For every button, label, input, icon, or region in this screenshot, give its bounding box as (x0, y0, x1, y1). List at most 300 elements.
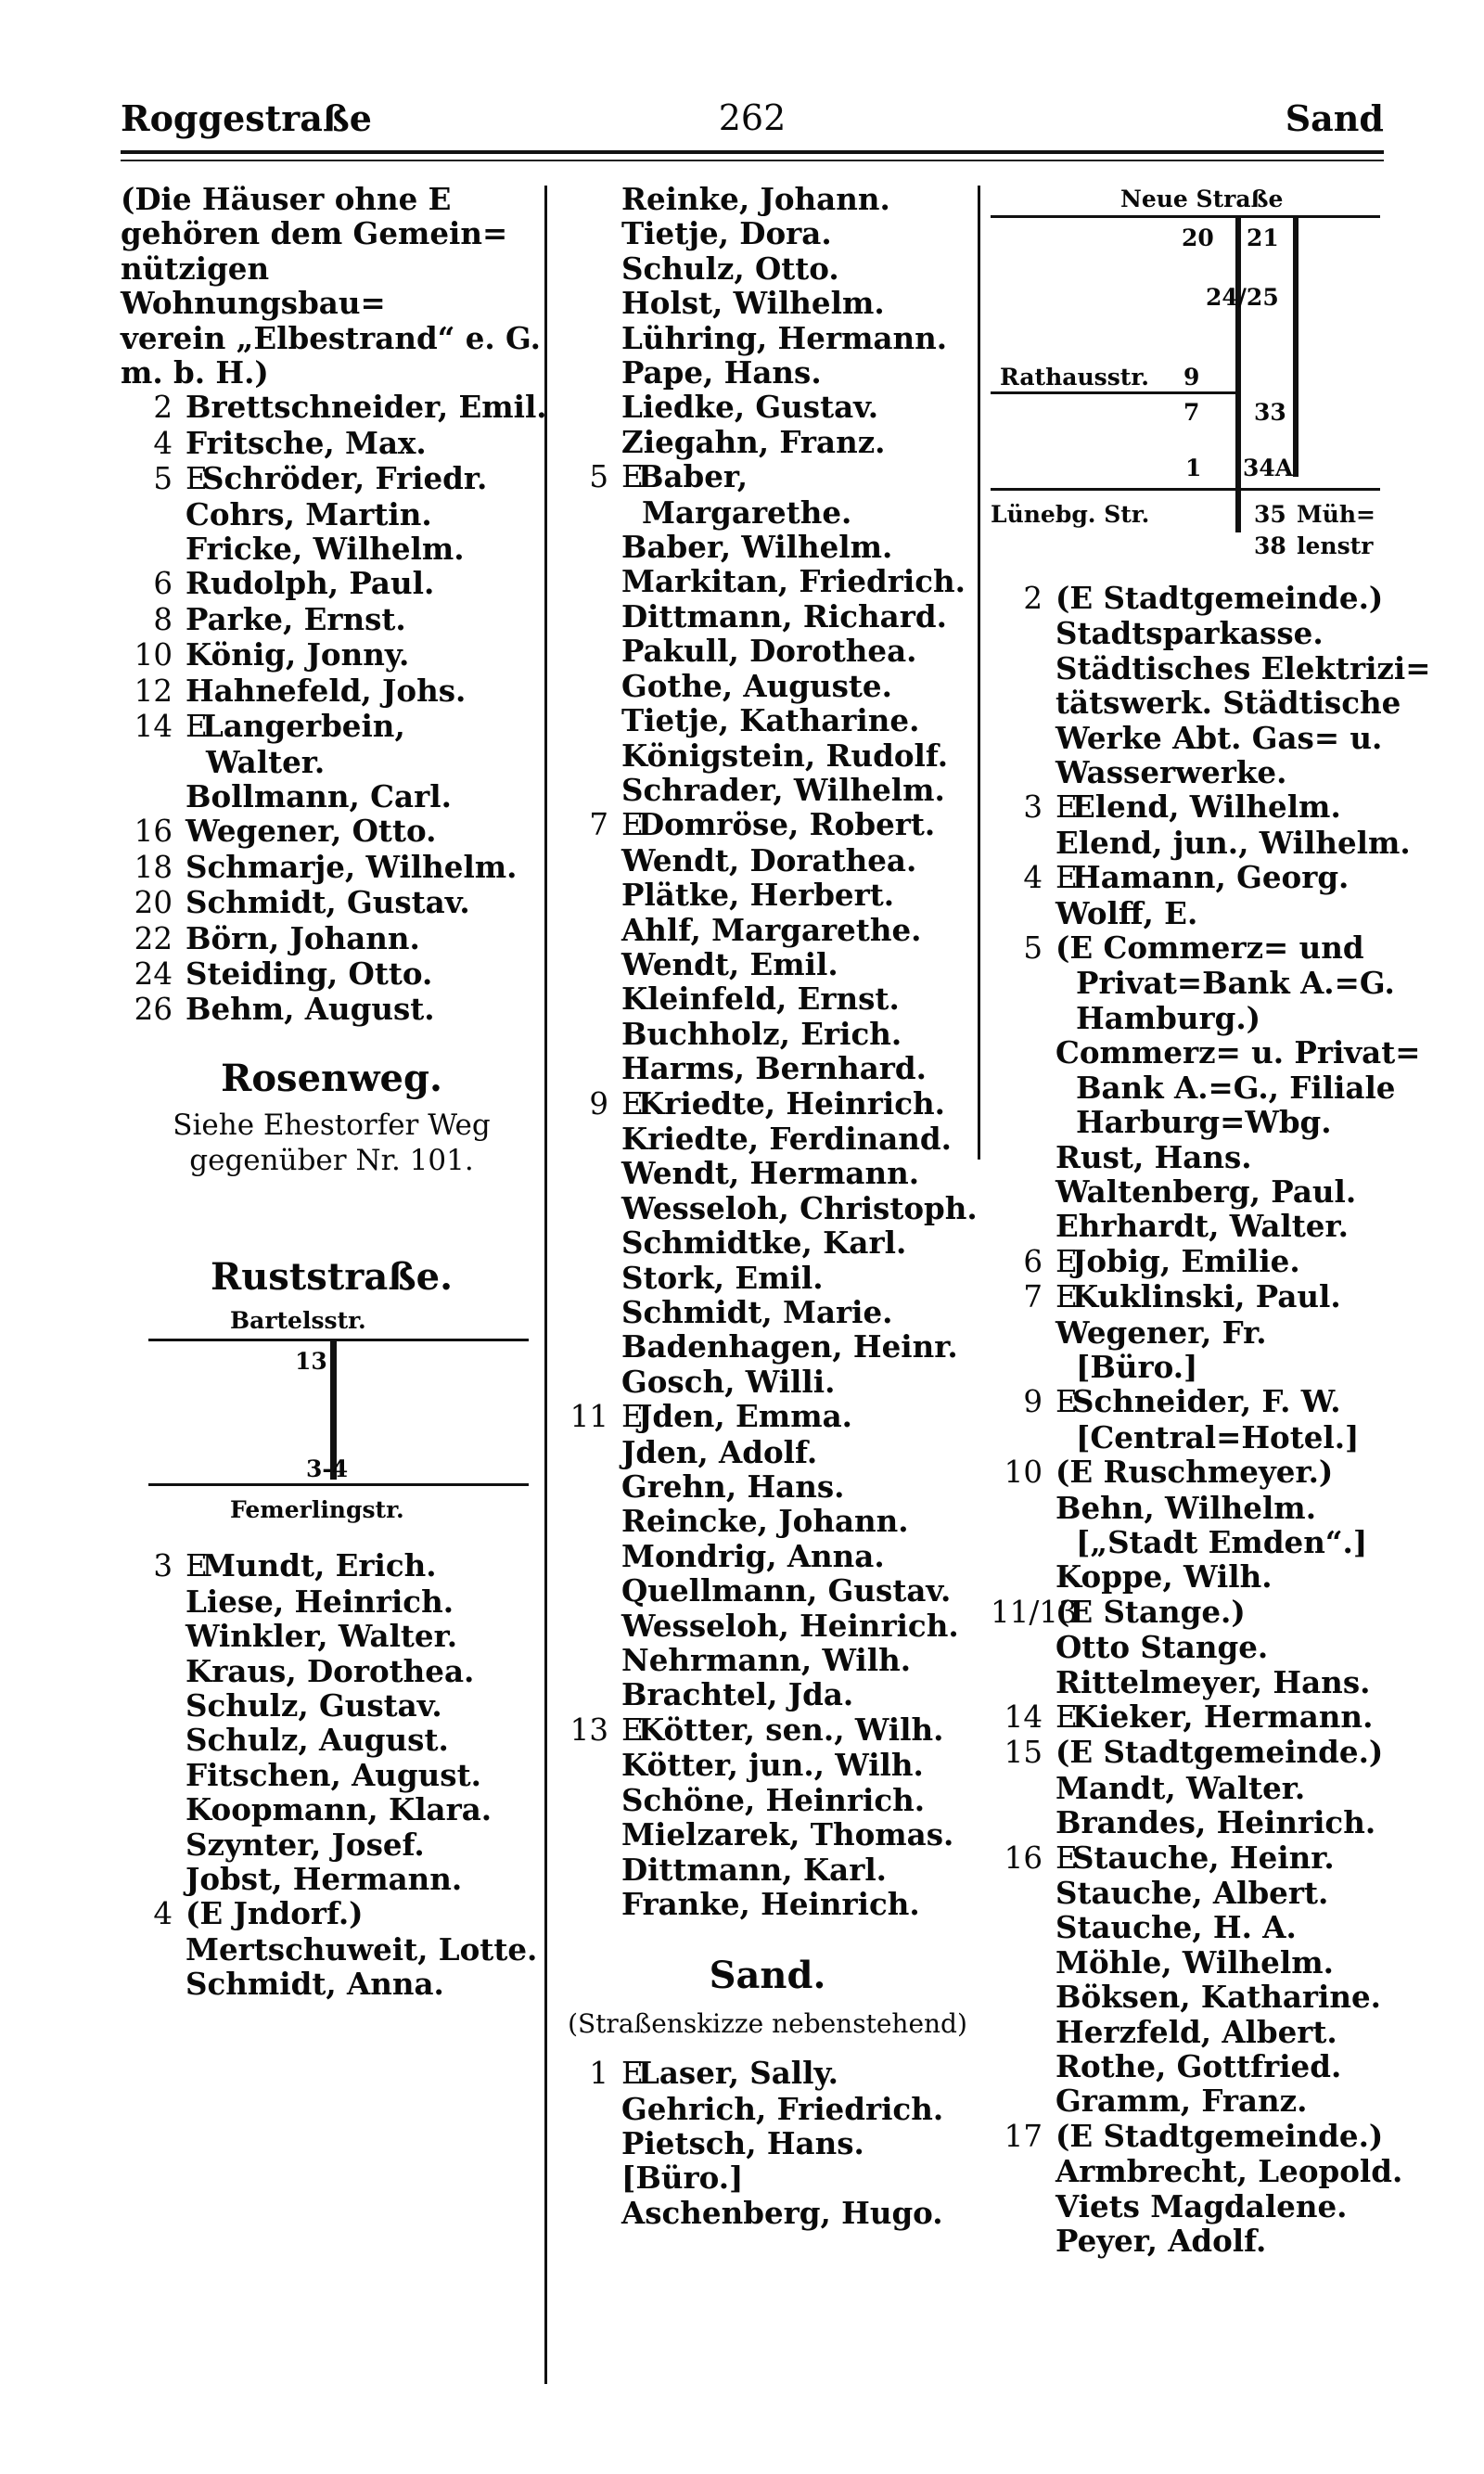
directory-entry (121, 1862, 543, 1896)
resident-name: Wegener, Fr. (1055, 1314, 1267, 1351)
resident-name: Schulz, August. (186, 1722, 449, 1759)
intro-line: nützigen Wohnungsbau= (121, 250, 386, 322)
directory-entry (556, 1609, 979, 1643)
resident-name: Rittelmeyer, Hans. (1055, 1663, 1371, 1700)
sand-heading: Sand. (709, 1954, 826, 1998)
sand-entries-cont (991, 580, 1431, 2260)
directory-entry (991, 1140, 1389, 1174)
sketch-number-33: 33 (1254, 399, 1286, 426)
directory-entry (556, 1191, 979, 1225)
sketch-number-3-4: 3-4 (306, 1455, 349, 1483)
resident-name: Schrader, Wilhelm. (621, 771, 945, 808)
sand-entries (556, 2056, 979, 2230)
resident-name: Städtisches Elektrizi= (1055, 649, 1431, 686)
resident-name: Stauche, Albert. (1055, 1875, 1329, 1912)
directory-entry (991, 1244, 1389, 1279)
resident-name: Schmidt, Anna. (186, 1966, 444, 2003)
resident-name: Brandes, Heinrich. (1055, 1804, 1376, 1841)
directory-entry (556, 1852, 979, 1887)
roggestrasse-entries-cont (556, 182, 979, 1921)
directory-entry (556, 1156, 979, 1190)
resident-name: Pietsch, Hans. (621, 2124, 864, 2161)
resident-name: Stauche, H. A. (1055, 1909, 1297, 1946)
resident-name: Koopmann, Klara. (186, 1791, 493, 1828)
resident-name: (E Stadtgemeinde.) (1055, 580, 1384, 616)
directory-entry (556, 1469, 979, 1504)
resident-name: Dittmann, Karl. (621, 1851, 887, 1888)
directory-entry (556, 251, 979, 286)
house-number: 22 (134, 920, 173, 956)
resident-name: Gosch, Willi. (621, 1363, 836, 1400)
resident-name: Tietje, Katharine. (621, 702, 920, 739)
resident-name: Ehrhardt, Walter. (1055, 1208, 1349, 1245)
directory-entry (556, 390, 979, 424)
directory-entry (121, 1758, 543, 1792)
house-number: 9 (589, 1085, 608, 1122)
resident-name: Armbrecht, Leopold. (1055, 2153, 1403, 2190)
house-number: 14 (134, 709, 173, 745)
directory-entry (991, 1630, 1389, 1664)
resident-name: Mandt, Walter. (1055, 1769, 1306, 1806)
directory-entry (991, 1840, 1389, 1876)
directory-entry (991, 1771, 1389, 1805)
directory-entry (556, 1712, 979, 1748)
directory-entry (556, 495, 979, 530)
resident-name: Markitan, Friedrich. (621, 563, 966, 600)
owner-marker: E (1055, 1839, 1078, 1876)
directory-entry (121, 566, 543, 601)
directory-entry (556, 981, 979, 1016)
directory-entry (991, 824, 1411, 861)
directory-entry (556, 703, 979, 737)
resident-name: Bollmann, Carl. (186, 777, 452, 814)
resident-name: Margarethe. (642, 494, 852, 531)
resident-name: Wendt, Hermann. (621, 1155, 920, 1192)
resident-name: Wegener, Otto. (186, 813, 437, 850)
directory-entry (991, 1805, 1389, 1839)
directory-entry (556, 599, 979, 634)
resident-name: Hamann, Georg. (1072, 859, 1350, 896)
directory-entry (556, 182, 979, 216)
column-1 (121, 181, 547, 2003)
directory-entry (121, 709, 543, 744)
resident-name: Ziegahn, Franz. (621, 423, 886, 460)
directory-entry (991, 1384, 1389, 1419)
directory-entry (991, 2083, 1389, 2118)
resident-name: Schmarje, Wilhelm. (186, 848, 518, 885)
directory-entry (556, 634, 979, 668)
sketch-line (991, 391, 1239, 394)
directory-entry (991, 789, 1389, 825)
directory-entry (121, 1654, 543, 1688)
resident-name: Harburg=Wbg. (1076, 1104, 1332, 1141)
resident-name: Reincke, Johann. (621, 1503, 909, 1540)
resident-name: Koppe, Wilh. (1055, 1558, 1273, 1596)
owner-marker: E (621, 2056, 644, 2092)
resident-name: Wasserwerke. (1055, 754, 1287, 791)
directory-entry (556, 564, 979, 598)
owner-marker: E (1055, 860, 1078, 896)
resident-name: Mertschuweit, Lotte. (186, 1930, 538, 1968)
intro-line: verein „Elbestrand“ e. G. (121, 319, 541, 356)
resident-name: Kleinfeld, Ernst. (621, 981, 900, 1018)
directory-entry (121, 1967, 543, 2001)
resident-name: Reinke, Johann. (621, 181, 890, 217)
directory-entry (556, 2092, 979, 2126)
sketch-label-bartelsstr: Bartelsstr. (230, 1307, 366, 1335)
owner-marker: E (1055, 789, 1078, 826)
directory-entry (556, 2126, 979, 2160)
house-number: 24 (134, 955, 173, 992)
resident-name: (E Stange.) (1055, 1593, 1246, 1630)
resident-name: Stauche, Heinr. (1072, 1839, 1335, 1876)
resident-name: Jden, Adolf. (621, 1433, 818, 1470)
resident-name: [Büro.] (1076, 1348, 1198, 1385)
directory-entry (556, 913, 979, 947)
resident-name: Plätke, Herbert. (621, 877, 895, 914)
directory-entry (121, 532, 543, 566)
directory-entry (991, 581, 1389, 616)
directory-entry (991, 649, 1431, 686)
resident-name: Harms, Bernhard. (621, 1050, 927, 1087)
house-number: 10 (134, 637, 173, 673)
directory-entry (991, 1910, 1389, 1944)
owner-marker: E (186, 1548, 208, 1584)
directory-entry (556, 1887, 979, 1921)
owner-marker: E (1055, 1243, 1078, 1279)
directory-entry (556, 738, 979, 773)
directory-entry (121, 885, 543, 920)
directory-entry (991, 860, 1389, 895)
page-header (121, 97, 1384, 149)
owner-marker: E (621, 807, 644, 843)
directory-entry (991, 616, 1389, 650)
resident-name: Holst, Wilhelm. (621, 285, 885, 322)
sketch-number-35: 35 (1254, 501, 1286, 528)
resident-name: Nehrmann, Wilh. (621, 1642, 912, 1679)
directory-entry (121, 745, 543, 779)
directory-entry (991, 721, 1389, 755)
sketch-label-muehlenstr-2: lenstr (1297, 532, 1374, 559)
directory-entry (556, 1399, 979, 1434)
directory-entry (991, 2049, 1389, 2083)
sketch-number-13: 13 (295, 1348, 327, 1376)
directory-entry (991, 1665, 1389, 1699)
owner-marker: E (621, 459, 644, 495)
resident-name: Schmidt, Gustav. (186, 884, 470, 921)
resident-name: Ahlf, Margarethe. (621, 911, 922, 948)
directory-entry (991, 930, 1389, 966)
resident-name: [Büro.] (621, 2160, 744, 2197)
house-number: 4 (153, 425, 173, 461)
ruststrasse-sketch (121, 1307, 510, 1530)
directory-entry (556, 1295, 979, 1329)
directory-entry (556, 1817, 979, 1852)
house-number: 2 (153, 390, 173, 426)
house-number: 20 (134, 885, 173, 921)
resident-name: Hahnefeld, Johs. (186, 672, 467, 709)
directory-entry (991, 2153, 1403, 2190)
house-number: 16 (134, 814, 173, 850)
directory-entry (556, 1365, 979, 1399)
directory-entry (991, 2119, 1389, 2154)
resident-name: Gothe, Auguste. (621, 667, 892, 704)
house-number: 5 (589, 459, 608, 495)
directory-entry (556, 1122, 979, 1156)
directory-entry (121, 814, 543, 849)
directory-entry (991, 2224, 1389, 2258)
directory-entry (556, 425, 979, 459)
directory-entry (556, 773, 979, 807)
resident-name: Kötter, sen., Wilh. (638, 1711, 944, 1748)
sketch-label-femerlingstr: Femerlingstr. (230, 1496, 404, 1524)
directory-entry (991, 1945, 1389, 1980)
directory-entry (556, 1643, 979, 1677)
directory-entry (556, 1539, 979, 1573)
directory-entry (556, 669, 979, 703)
directory-entry (991, 1105, 1389, 1139)
resident-name: Liese, Heinrich. (186, 1583, 454, 1620)
resident-name: Kriedte, Ferdinand. (621, 1120, 952, 1157)
resident-name: (E Commerz= und (1055, 929, 1364, 967)
resident-name: Schmidtke, Karl. (621, 1224, 907, 1262)
resident-name: [Central=Hotel.] (1076, 1418, 1360, 1455)
resident-name: Gehrich, Friedrich. (621, 2090, 944, 2127)
directory-entry (991, 1315, 1389, 1350)
directory-entry (991, 1174, 1389, 1209)
ruststrasse-heading: Ruststraße. (210, 1254, 454, 1299)
resident-name: (E Stadtgemeinde.) (1055, 2117, 1384, 2154)
resident-name: (E Stadtgemeinde.) (1055, 1734, 1384, 1771)
directory-entry (991, 1559, 1389, 1594)
directory-entry (991, 2015, 1389, 2049)
resident-name: Viets Magdalene. (1055, 2187, 1348, 2224)
resident-name: Jden, Emma. (638, 1398, 852, 1435)
resident-name: Herzfeld, Albert. (1055, 2013, 1337, 2050)
sketch-line (991, 488, 1380, 491)
sand-note: (Straßenskizze nebenstehend) (568, 2007, 967, 2039)
resident-name: Rust, Hans. (1055, 1138, 1252, 1175)
house-number: 3 (1023, 789, 1043, 826)
directory-entry (121, 1932, 543, 1967)
sketch-number-24-25: 24/25 (1206, 284, 1279, 311)
resident-name: Kraus, Dorothea. (186, 1652, 475, 1689)
directory-entry (991, 1980, 1389, 2014)
sketch-line (1293, 217, 1298, 477)
house-number: 2 (1023, 581, 1043, 616)
house-number: 11 (569, 1399, 608, 1435)
resident-name: tätswerk. Städtische (1055, 685, 1401, 722)
directory-entry (121, 602, 543, 637)
house-number: 14 (1004, 1699, 1043, 1735)
directory-entry (556, 807, 979, 842)
directory-entry (991, 685, 1401, 722)
owner-marker: E (1055, 1279, 1078, 1315)
resident-name: Franke, Heinrich. (621, 1885, 920, 1922)
resident-name: Behm, August. (186, 991, 435, 1028)
house-number: 12 (134, 673, 173, 709)
house-number: 10 (1004, 1455, 1043, 1491)
owner-marker: E (621, 1399, 644, 1435)
directory-entry (121, 992, 543, 1027)
directory-entry (991, 1420, 1389, 1455)
directory-entry (121, 1548, 543, 1583)
resident-name: Wesseloh, Christoph. (621, 1189, 978, 1226)
house-number: 17 (1004, 2118, 1043, 2154)
owner-marker: E (186, 709, 208, 745)
resident-name: Pape, Hans. (621, 354, 822, 391)
header-left-street: Roggestraße (121, 97, 372, 139)
directory-entry (991, 1595, 1389, 1630)
directory-entry (556, 2056, 979, 2091)
directory-entry (991, 896, 1389, 930)
column-3 (991, 182, 1431, 2260)
directory-entry (991, 1491, 1389, 1525)
resident-name: Behn, Wilhelm. (1055, 1489, 1317, 1526)
resident-name: Elend, jun., Wilhelm. (1055, 824, 1411, 861)
resident-name: Mielzarek, Thomas. (621, 1816, 954, 1853)
house-number: 18 (134, 849, 173, 885)
resident-name: Schröder, Friedr. (202, 460, 488, 497)
header-rule (121, 150, 1384, 154)
sketch-number-1: 1 (1185, 455, 1202, 481)
resident-name: Stork, Emil. (621, 1259, 824, 1296)
directory-entry (991, 1069, 1396, 1106)
sand-sketch (991, 182, 1389, 581)
resident-name: Baber, (638, 458, 748, 495)
house-number: 7 (1023, 1279, 1043, 1315)
resident-name: Werke Abt. Gas= u. (1055, 719, 1383, 756)
sketch-line (148, 1483, 529, 1486)
resident-name: Rothe, Gottfried. (1055, 2048, 1342, 2085)
directory-entry (121, 1723, 543, 1757)
directory-entry (556, 355, 979, 390)
resident-name: König, Jonny. (186, 636, 410, 673)
house-number: 16 (1004, 1839, 1043, 1876)
directory-entry (556, 1261, 979, 1295)
directory-entry (991, 755, 1389, 789)
resident-name: Quellmann, Gustav. (621, 1572, 952, 1609)
directory-entry (991, 1525, 1389, 1559)
resident-name: Lühring, Hermann. (621, 319, 948, 356)
resident-name: Wendt, Dorathea. (621, 841, 917, 878)
sketch-number-34a: 34A (1243, 455, 1294, 481)
resident-name: Bank A.=G., Filiale (1076, 1069, 1396, 1106)
resident-name: Königstein, Rudolf. (621, 737, 949, 774)
roggestrasse-entries (121, 389, 547, 1028)
resident-name: [„Stadt Emden“.] (1076, 1523, 1368, 1560)
resident-name: Mundt, Erich. (202, 1547, 437, 1584)
sketch-number-7: 7 (1183, 399, 1200, 426)
intro-line: (Die Häuser ohne E (121, 181, 452, 217)
column-divider-1 (544, 186, 547, 2384)
directory-entry (991, 1034, 1421, 1071)
directory-entry (121, 850, 543, 885)
resident-name: Brachtel, Jda. (621, 1676, 854, 1713)
directory-entry (991, 1876, 1389, 1910)
resident-name: Brettschneider, Emil. (186, 389, 547, 426)
resident-name: Kuklinski, Paul. (1072, 1278, 1341, 1315)
directory-entry (121, 1688, 543, 1723)
directory-entry (121, 1896, 543, 1931)
house-number: 11/13 (991, 1594, 1078, 1630)
house-number: 3 (153, 1548, 173, 1584)
directory-entry (556, 1329, 979, 1364)
resident-name: Fritsche, Max. (186, 424, 427, 461)
directory-entry (556, 878, 979, 912)
directory-entry (121, 921, 543, 956)
resident-name: Steiding, Otto. (186, 955, 433, 992)
directory-entry (556, 843, 979, 878)
owner-marker: E (186, 461, 208, 497)
resident-name: Wolff, E. (1055, 894, 1198, 931)
resident-name: Domröse, Robert. (638, 806, 936, 843)
resident-name: Elend, Wilhelm. (1072, 788, 1341, 826)
resident-name: Privat=Bank A.=G. (1076, 965, 1395, 1002)
resident-name: Langerbein, (202, 708, 405, 745)
resident-name: Schöne, Heinrich. (621, 1781, 926, 1818)
owner-marker: E (621, 1711, 644, 1748)
resident-name: Jobig, Emilie. (1072, 1242, 1300, 1279)
directory-entry (556, 1677, 979, 1711)
directory-entry (121, 426, 543, 461)
sketch-number-9: 9 (1183, 364, 1200, 391)
house-number: 26 (134, 992, 173, 1028)
directory-entry (121, 673, 543, 709)
sketch-number-38: 38 (1254, 532, 1286, 559)
resident-name: Fricke, Wilhelm. (186, 531, 465, 568)
house-number: 13 (569, 1711, 608, 1748)
resident-name: Liedke, Gustav. (621, 389, 879, 426)
house-number: 6 (153, 566, 173, 602)
directory-entry (991, 2189, 1389, 2224)
resident-name: Badenhagen, Heinr. (621, 1328, 958, 1365)
directory-entry (556, 1573, 979, 1608)
resident-name: Kieker, Hermann. (1072, 1698, 1374, 1735)
sketch-line (148, 1339, 529, 1341)
resident-name: Böksen, Katharine. (1055, 1979, 1381, 2016)
rosenweg-heading: Rosenweg. (221, 1056, 442, 1100)
resident-name: (E Jndorf.) (186, 1895, 364, 1932)
resident-name: Wesseloh, Heinrich. (621, 1607, 959, 1644)
directory-entry (556, 530, 979, 564)
resident-name: Fitschen, August. (186, 1756, 481, 1793)
resident-name: Pakull, Dorothea. (621, 633, 917, 670)
house-number: 1 (589, 2056, 608, 2092)
resident-name: Gramm, Franz. (1055, 2083, 1308, 2120)
rosenweg-note-1: Siehe Ehestorfer Weg (173, 1109, 491, 1143)
rosenweg-note-2: gegenüber Nr. 101. (189, 1143, 474, 1177)
house-number: 9 (1023, 1384, 1043, 1420)
sketch-label-rathausstr: Rathausstr. (1000, 364, 1149, 391)
house-number: 5 (153, 461, 173, 497)
resident-name: Schneider, F. W. (1072, 1383, 1341, 1420)
sketch-number-21: 21 (1247, 224, 1279, 251)
resident-name: Aschenberg, Hugo. (621, 2194, 943, 2231)
directory-entry (991, 965, 1395, 1002)
directory-entry (556, 2160, 979, 2195)
resident-name: Dittmann, Richard. (621, 597, 947, 635)
directory-entry (556, 947, 979, 981)
directory-entry (121, 1584, 543, 1619)
resident-name: Peyer, Adolf. (1055, 2223, 1267, 2260)
directory-entry (556, 1086, 979, 1122)
resident-name: Tietje, Dora. (621, 215, 832, 252)
resident-name: (E Ruschmeyer.) (1055, 1454, 1334, 1491)
resident-name: Schulz, Gustav. (186, 1687, 442, 1724)
sketch-label-luenebg-str: Lünebg. Str. (991, 501, 1150, 528)
owner-marker: E (621, 1085, 644, 1122)
